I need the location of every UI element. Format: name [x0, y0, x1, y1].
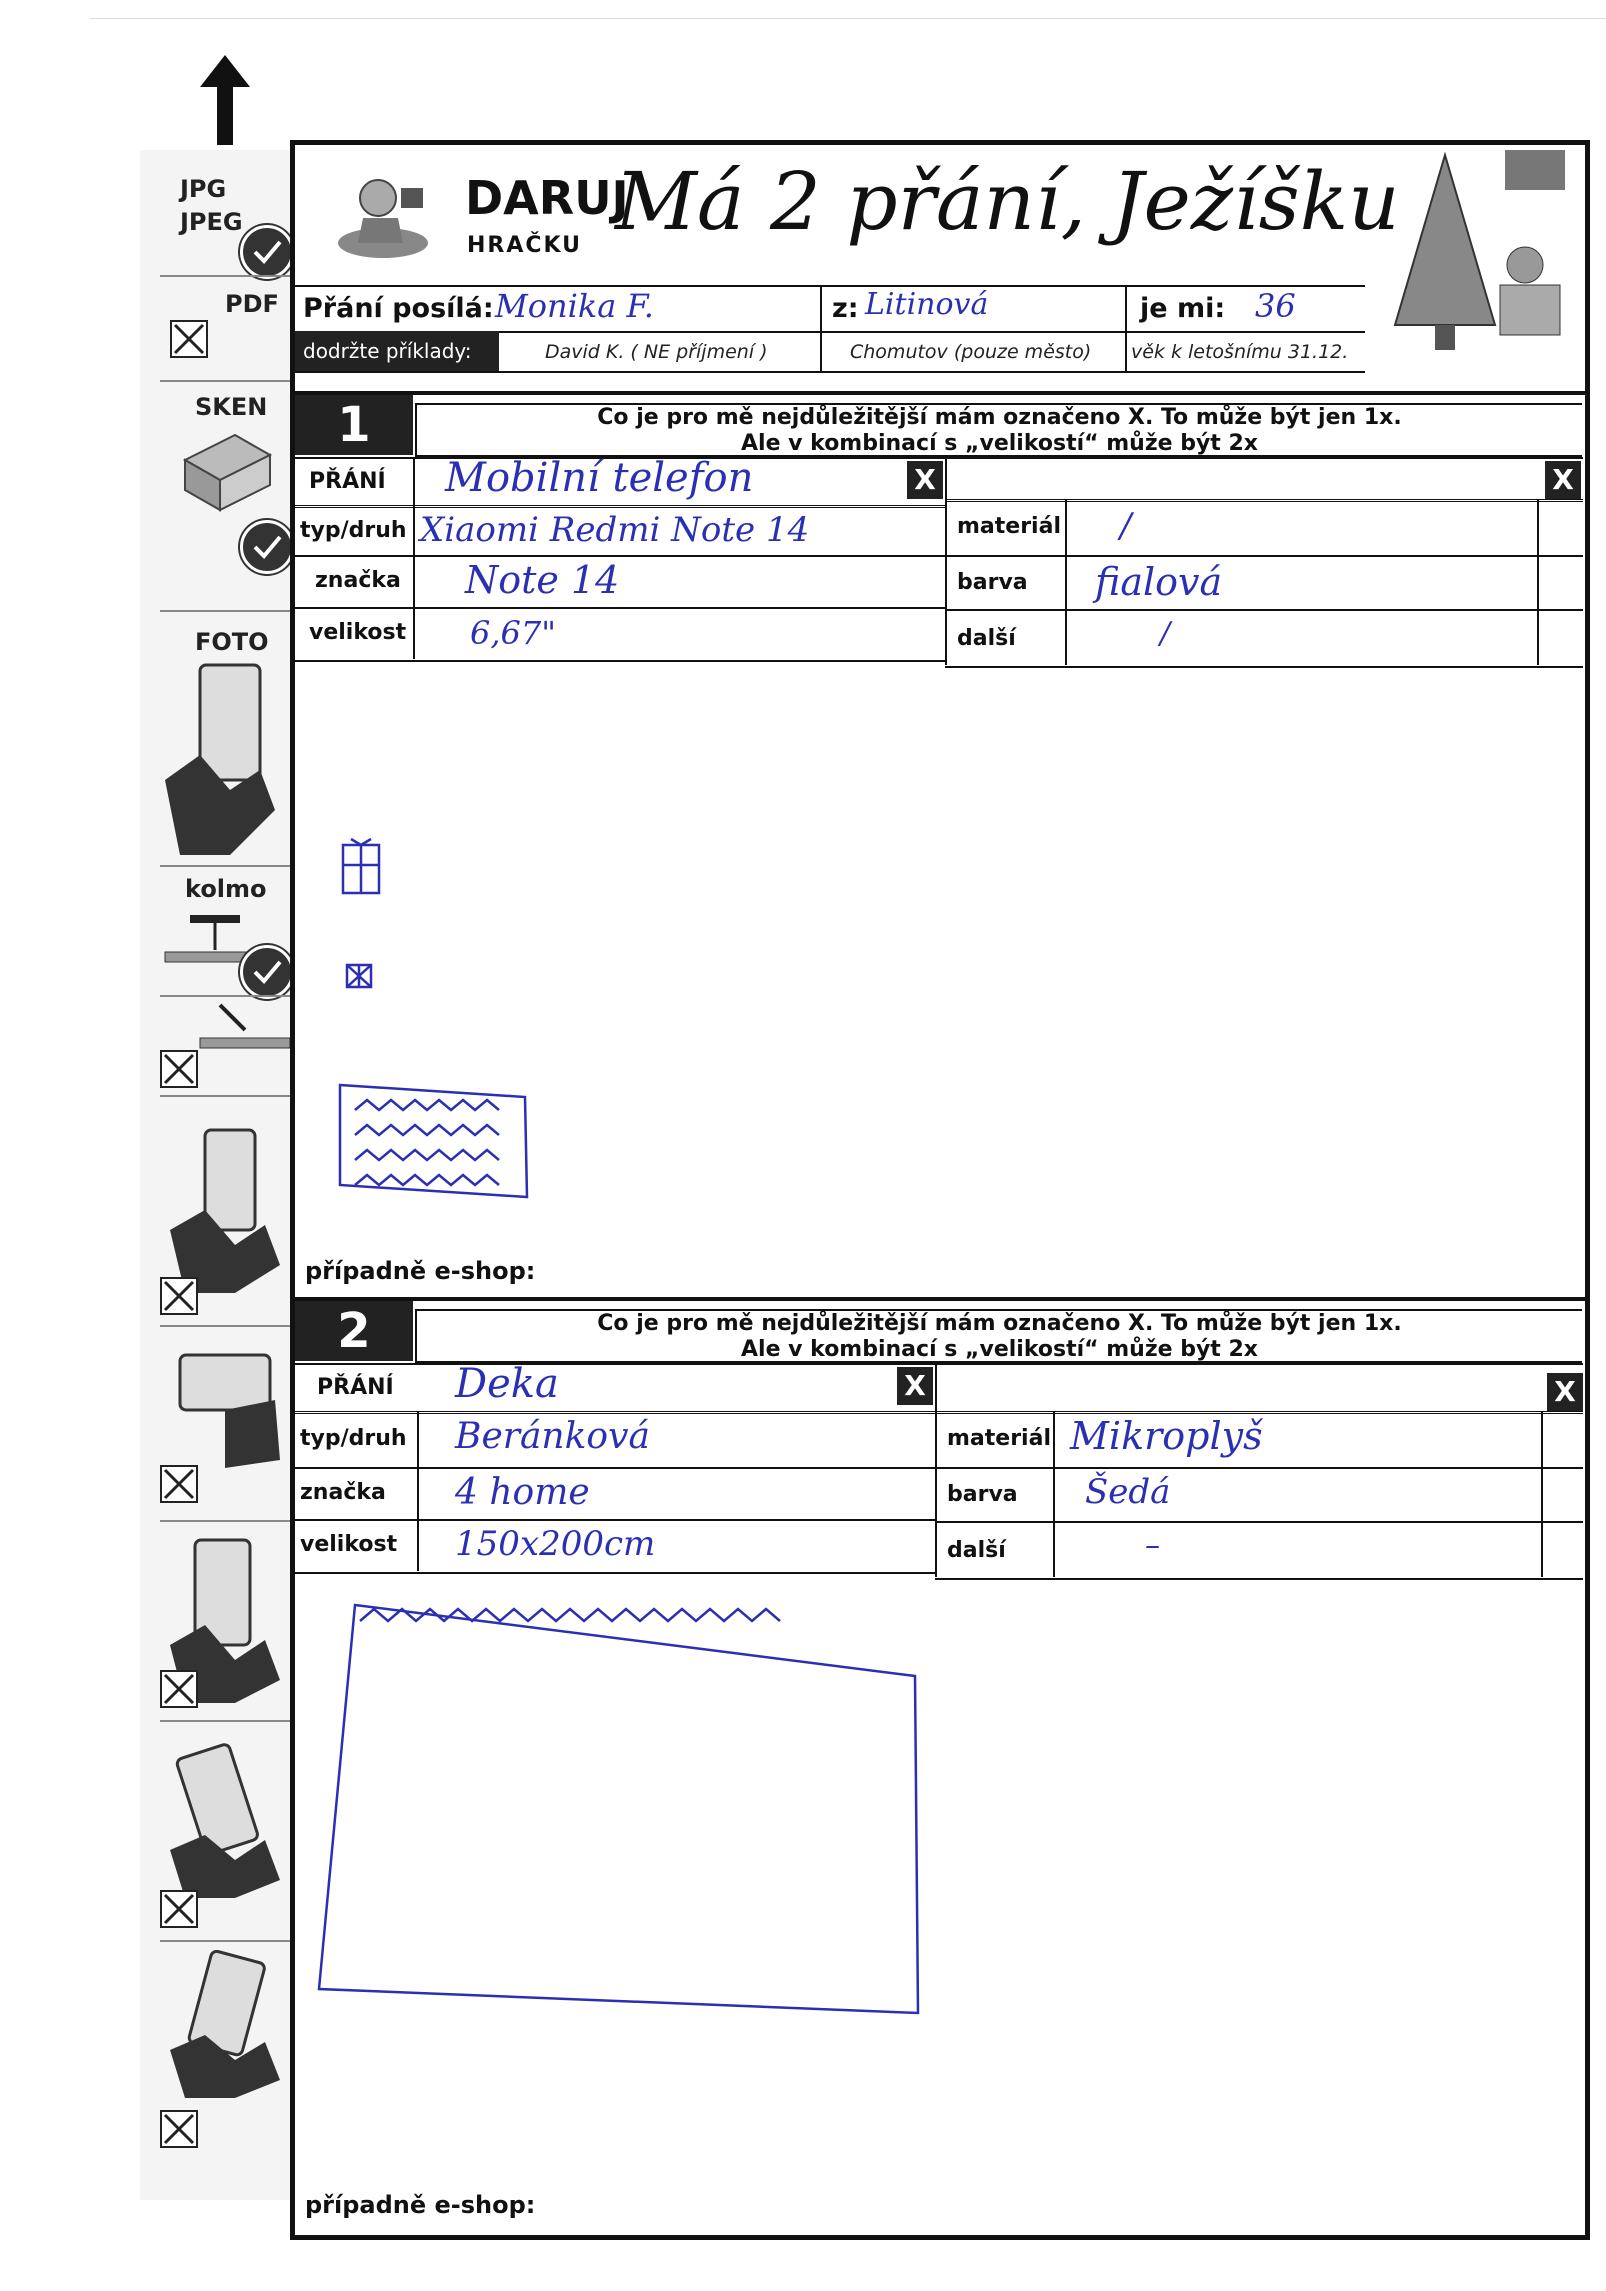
- row-label: značka: [315, 568, 401, 593]
- table-row: [935, 1467, 1583, 1523]
- photo-label: FOTO: [195, 628, 269, 656]
- phone-angle-icon: [165, 1125, 285, 1295]
- tilted-phone-icon: [190, 1000, 290, 1060]
- size-value[interactable]: 150x200cm: [455, 1524, 656, 1564]
- divider: [935, 1363, 937, 1577]
- wish-number: 2: [295, 1301, 413, 1361]
- table-row: [295, 1519, 937, 1574]
- row-label: PŘÁNÍ: [317, 1375, 394, 1400]
- divider: [1125, 331, 1127, 371]
- divider: [1537, 499, 1539, 665]
- color-value[interactable]: Šedá: [1085, 1472, 1171, 1512]
- santa-logo-icon: [333, 163, 433, 263]
- table-row: [295, 1411, 937, 1469]
- brand-value[interactable]: 4 home: [455, 1472, 590, 1513]
- divider: [160, 1520, 290, 1522]
- format-pdf-label: PDF: [225, 290, 279, 318]
- wish-details-left: [295, 457, 945, 662]
- priority-x-marker[interactable]: X: [907, 461, 943, 499]
- table-row: [945, 499, 1583, 557]
- other-value[interactable]: –: [1145, 1528, 1160, 1563]
- material-value[interactable]: /: [1120, 506, 1132, 546]
- priority-note: [415, 1309, 1582, 1363]
- divider: [160, 865, 290, 867]
- rejected-checkbox-icon: [160, 1890, 198, 1928]
- phone-photo-icon: [160, 660, 280, 860]
- priority-x-marker[interactable]: X: [1545, 461, 1581, 499]
- divider: [160, 1325, 290, 1327]
- wish-details-right: [935, 1363, 1585, 1581]
- priority-x-marker[interactable]: X: [1547, 1373, 1583, 1411]
- divider: [413, 457, 415, 659]
- divider: [820, 287, 822, 331]
- brand-value[interactable]: Note 14: [465, 558, 620, 602]
- row-label: barva: [957, 570, 1028, 595]
- row-label: typ/druh: [300, 1426, 407, 1451]
- form-header: [295, 145, 1585, 285]
- format-jpg-label: JPG: [180, 175, 227, 203]
- material-value[interactable]: Mikroplyš: [1070, 1414, 1263, 1458]
- wish-details-right: [945, 457, 1585, 669]
- sender-name-value[interactable]: Monika F.: [495, 287, 654, 325]
- table-row: [295, 505, 947, 557]
- wish-details-left: [295, 1363, 935, 1573]
- check-ok-icon: [240, 945, 294, 999]
- rejected-checkbox-icon: [160, 1670, 198, 1708]
- row-label: další: [947, 1538, 1006, 1563]
- age-label: je mi:: [1140, 293, 1226, 324]
- row-label: barva: [947, 1482, 1018, 1507]
- divider: [1541, 1411, 1543, 1577]
- rejected-checkbox-icon: [160, 1465, 198, 1503]
- row-label: materiál: [957, 514, 1061, 539]
- table-row: [935, 1521, 1583, 1580]
- logo-daruj: DARUJ: [465, 171, 629, 225]
- table-row: [935, 1363, 1583, 1414]
- up-arrow-icon: [200, 55, 250, 145]
- place-value[interactable]: Litinová: [865, 287, 989, 322]
- row-label: velikost: [309, 620, 407, 645]
- scan-edge-top: [90, 18, 1606, 19]
- form-title: Má 2 přání, Ježíšku: [615, 155, 1400, 248]
- row-label: další: [957, 626, 1016, 651]
- divider: [160, 1940, 290, 1942]
- wish-2-section: [295, 1297, 1585, 2239]
- divider: [160, 380, 290, 382]
- divider: [160, 610, 290, 612]
- wish-name-value[interactable]: Mobilní telefon: [445, 455, 754, 501]
- row-label: materiál: [947, 1426, 1051, 1451]
- phone-low-icon: [165, 1950, 285, 2100]
- row-label: značka: [300, 1480, 386, 1505]
- table-row: [295, 555, 947, 609]
- row-label: PŘÁNÍ: [309, 469, 386, 494]
- example-name: David K. ( NE příjmení ): [545, 341, 768, 363]
- format-jpeg-label: JPEG: [180, 208, 243, 236]
- priority-line-1: Co je pro mě nejdůležitější mám označeno X. To může být jen 1x.: [597, 1311, 1402, 1336]
- wish-name-value[interactable]: Deka: [455, 1361, 559, 1407]
- table-row: [935, 1411, 1583, 1469]
- divider: [1053, 1411, 1055, 1577]
- examples-label: dodržte příklady:: [295, 331, 499, 371]
- age-value[interactable]: 36: [1255, 287, 1296, 325]
- example-age: věk k letošnímu 31.12.: [1131, 341, 1349, 363]
- table-row: [295, 1467, 937, 1521]
- example-city: Chomutov (pouze město): [850, 341, 1092, 363]
- wish-2-sketch: [315, 1601, 935, 2061]
- check-ok-icon: [240, 520, 294, 574]
- table-row: [295, 607, 947, 662]
- wish-1-section: [295, 391, 1585, 1300]
- logo-hracku: HRAČKU: [467, 233, 583, 258]
- type-value[interactable]: Xiaomi Redmi Note 14: [420, 510, 810, 550]
- check-ok-icon: [240, 225, 294, 279]
- scan-label: SKEN: [195, 393, 268, 421]
- eshop-label: případně e-shop:: [305, 1257, 536, 1285]
- table-row: [945, 609, 1583, 668]
- phone-side-icon: [165, 1340, 285, 1470]
- divider: [945, 457, 947, 665]
- type-value[interactable]: Beránková: [455, 1416, 650, 1457]
- color-value[interactable]: fialová: [1095, 560, 1223, 604]
- table-row: [295, 1363, 937, 1414]
- rejected-checkbox-icon: [160, 2110, 198, 2148]
- eshop-label: případně e-shop:: [305, 2191, 536, 2219]
- table-row: [945, 457, 1583, 502]
- christmas-tree-icon: [1375, 145, 1580, 365]
- sender-label: Přání posílá:: [303, 293, 494, 324]
- divider: [820, 331, 822, 371]
- priority-line-2: Ale v kombinací s „velikostí“ může být 2x: [741, 1337, 1258, 1362]
- wish-form: [290, 140, 1590, 2240]
- priority-note: [415, 403, 1582, 457]
- table-row: [945, 555, 1583, 611]
- priority-line-2: Ale v kombinací s „velikostí“ může být 2x: [741, 431, 1258, 456]
- divider: [417, 1411, 419, 1571]
- place-label: z:: [832, 293, 859, 324]
- scanner-icon: [175, 425, 275, 515]
- divider: [1065, 499, 1067, 665]
- row-label: typ/druh: [300, 518, 407, 543]
- sender-row: [295, 285, 1365, 333]
- phone-tilt-icon: [165, 1740, 285, 1900]
- divider: [160, 275, 290, 277]
- rejected-checkbox-icon: [160, 1050, 198, 1088]
- priority-x-marker[interactable]: X: [897, 1367, 933, 1405]
- examples-row: [295, 331, 1365, 373]
- other-value[interactable]: /: [1160, 616, 1171, 651]
- wish-number: 1: [295, 395, 413, 455]
- instruction-sidebar: [140, 150, 290, 2200]
- wish-1-sketch: [335, 835, 535, 1215]
- priority-line-1: Co je pro mě nejdůležitější mám označeno X. To může být jen 1x.: [597, 405, 1402, 430]
- perpendicular-label: kolmo: [185, 875, 267, 903]
- table-row: [295, 457, 947, 508]
- size-value[interactable]: 6,67": [470, 614, 556, 652]
- divider: [160, 1720, 290, 1722]
- divider: [1125, 287, 1127, 331]
- row-label: velikost: [300, 1532, 398, 1557]
- divider: [160, 1095, 290, 1097]
- rejected-checkbox-icon: [160, 1277, 198, 1315]
- rejected-checkbox-icon: [170, 320, 208, 358]
- divider: [160, 995, 290, 997]
